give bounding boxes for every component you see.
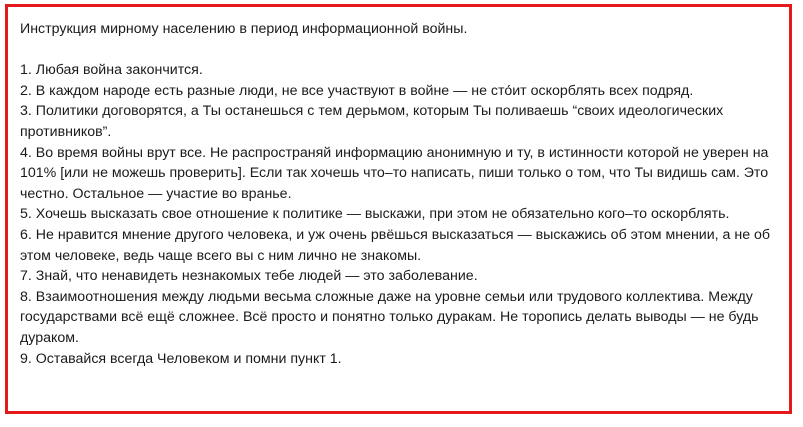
list-item-7: 7. Знай, что ненавидеть незнакомых тебе людей — это заболевание. <box>20 268 478 285</box>
list-item-4: 4. Во время войны врут все. Не распространяй информацию анонимную и ту, в истинности которой не уверен на 101% [или не можешь проверить]. Если так хочешь что–то написать, пиши только о том, что Ты видишь сам. Это честно. Остальное — участие во вранье. <box>20 144 769 202</box>
list-item-5: 5. Хочешь высказать свое отношение к политике — выскажи, при этом не обязательно кого–то оскорблять. <box>20 206 730 223</box>
list-item-3: 3. Политики договорятся, а Ты останешься с тем дерьмом, которым Ты поливаешь “своих идеологических противников”. <box>20 103 724 140</box>
list-item-2: 2. В каждом народе есть разные люди, не все участвуют в войне — не сто́ит оскорблять всех подряд. <box>20 82 694 99</box>
list-item-8: 8. Взаимоотношения между людьми весьма сложные даже на уровне семьи или трудового коллектива. Между государствами всё ещё сложнее. Всё просто и понятно только дуракам. Не торопись делать выводы — не будь дураком. <box>20 288 759 346</box>
document-content <box>20 19 790 369</box>
list-item-1: 1. Любая война закончится. <box>20 62 203 79</box>
list-item-6: 6. Не нравится мнение другого человека, и уж очень рвёшься высказаться — выскажись об этом мнении, а не об этом человеке, ведь чаще всего вы с ним лично не знакомы. <box>20 226 771 264</box>
document-title: Инструкция мирному населению в период информационной войны. <box>20 21 468 37</box>
document-frame <box>5 4 792 414</box>
list-item-9: 9. Оставайся всегда Человеком и помни пункт 1. <box>20 350 342 367</box>
